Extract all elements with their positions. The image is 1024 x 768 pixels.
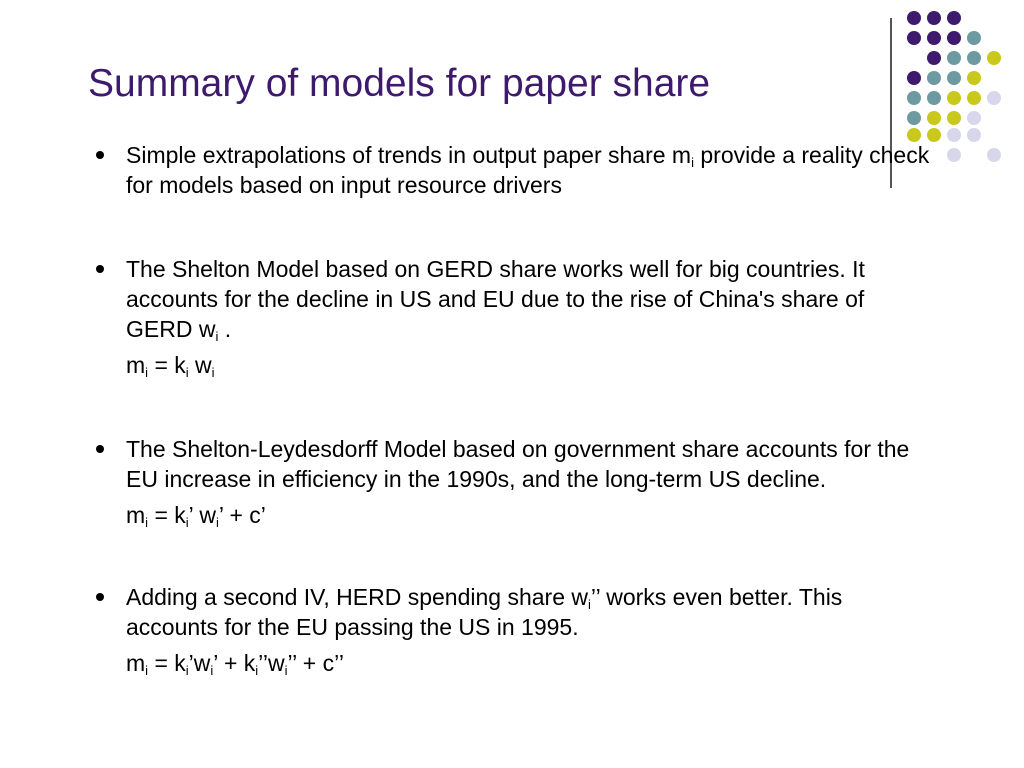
- decorative-dot: [927, 51, 941, 65]
- bullet-dot-icon: [96, 265, 104, 273]
- decorative-dot: [907, 71, 921, 85]
- decorative-dot: [967, 111, 981, 125]
- bullet-dot-icon: [96, 151, 104, 159]
- decorative-dot: [967, 91, 981, 105]
- decorative-dot: [927, 31, 941, 45]
- decorative-dot: [927, 11, 941, 25]
- decorative-dot: [947, 128, 961, 142]
- decorative-dot: [927, 91, 941, 105]
- decorative-dot: [927, 111, 941, 125]
- decorative-dot: [947, 31, 961, 45]
- decorative-dot: [927, 71, 941, 85]
- bullet-text-2: The Shelton Model based on GERD share works well for big countries. It accounts for the decline in US and EU due to the rise of China's share of GERD $w_i$ .: [126, 256, 865, 344]
- decorative-dot: [907, 11, 921, 25]
- bullet-text-3: The Shelton-Leydesdorff Model based on government share accounts for the EU increase in efficiency in the 1990s, and the long-term US decline.: [126, 436, 910, 492]
- decorative-dot: [967, 31, 981, 45]
- decorative-dot: [987, 148, 1001, 162]
- bullet-item-2: [96, 254, 936, 380]
- bullet-text-4: Adding a second IV, HERD spending share $w_i$’’ works even better. This accounts for the EU passing the US in 1995.: [126, 584, 843, 640]
- bullet-list: [96, 140, 936, 678]
- decorative-dot: [987, 51, 1001, 65]
- formula-shelton: $m_i = k_i$ $w_i$: [126, 352, 215, 380]
- decorative-dot: [967, 71, 981, 85]
- decorative-dot: [947, 91, 961, 105]
- decorative-dot: [967, 51, 981, 65]
- decorative-dot: [987, 91, 1001, 105]
- formula-herd: $m_i$ = $k_i’w_i$’ + $k_i’’w_i$’’ + c’’: [126, 650, 344, 678]
- decorative-dot: [907, 91, 921, 105]
- decorative-dot: [947, 148, 961, 162]
- bullet-item-3: [96, 434, 936, 530]
- slide-title: Summary of models for paper share: [88, 62, 711, 105]
- bullet-dot-icon: [96, 593, 104, 601]
- decorative-dot: [967, 128, 981, 142]
- decorative-dot: [947, 111, 961, 125]
- decorative-dot: [907, 111, 921, 125]
- formula-shelton-leydesdorff: $m_i = k_i$’ $w_i$’ + c’: [126, 502, 266, 530]
- decorative-dot: [947, 71, 961, 85]
- bullet-dot-icon: [96, 445, 104, 453]
- bullet-item-1: [96, 140, 936, 200]
- decorative-dot: [947, 51, 961, 65]
- decorative-dot: [947, 11, 961, 25]
- bullet-text-1: Simple extrapolations of trends in output paper share $m_i$ provide a reality check for models based on input resource drivers: [126, 142, 930, 198]
- bullet-item-4: [96, 582, 936, 678]
- decorative-dot: [907, 31, 921, 45]
